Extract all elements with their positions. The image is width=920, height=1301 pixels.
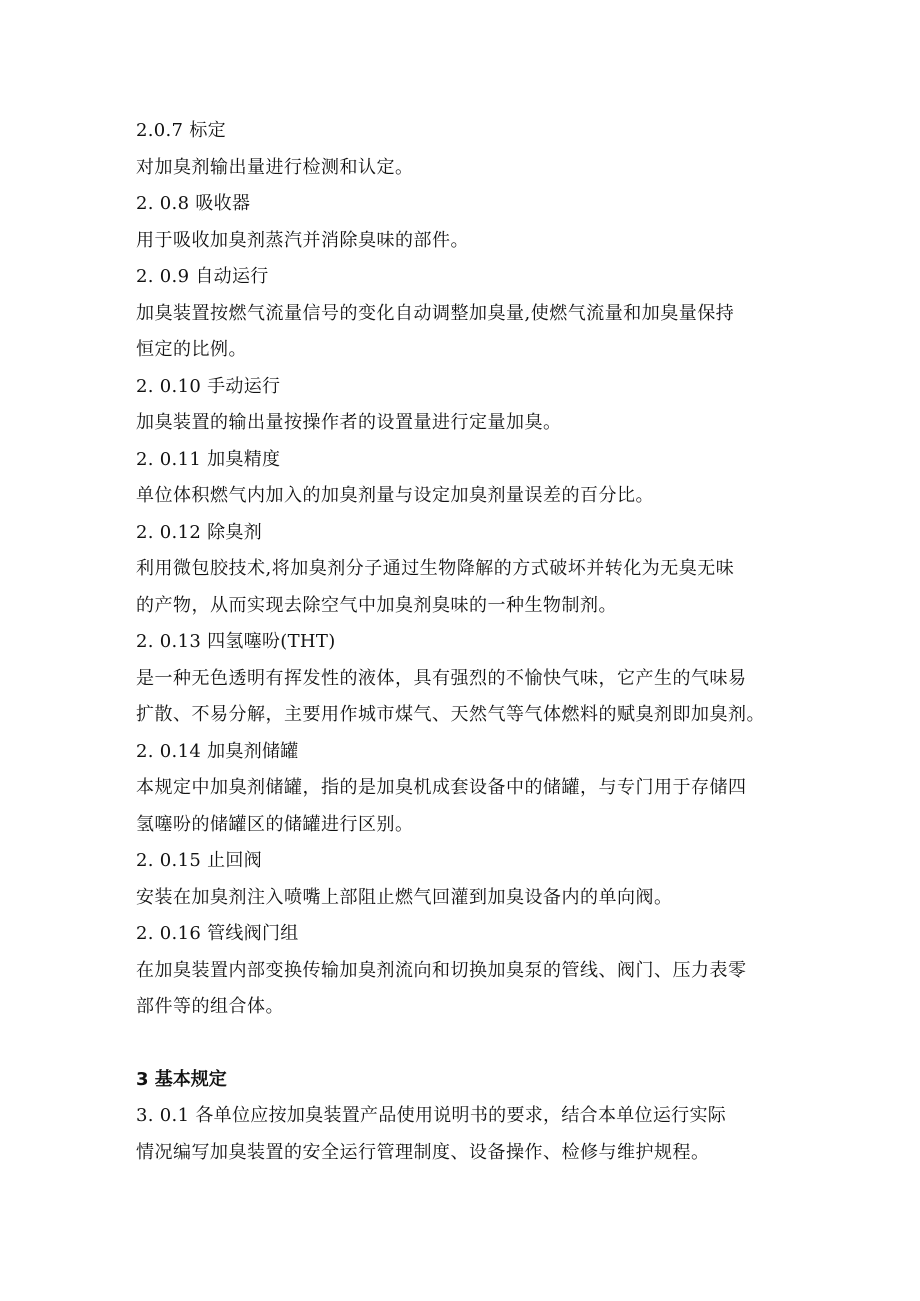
term-definition: 对加臭剂输出量进行检测和认定。 bbox=[136, 156, 414, 178]
term-definition: 本规定中加臭剂储罐，指的是加臭机成套设备中的储罐，与专门用于存储四 bbox=[136, 777, 747, 798]
term-title: 2. 0.10 手动运行 bbox=[136, 375, 281, 397]
term-title: 2. 0.16 管线阀门组 bbox=[136, 923, 299, 944]
definition-2-0-14 bbox=[136, 734, 796, 844]
definition-2-0-10 bbox=[136, 369, 796, 442]
definition-2-0-9 bbox=[136, 259, 796, 369]
section-gap bbox=[136, 1026, 796, 1062]
term-title: 2. 0.14 加臭剂储罐 bbox=[136, 740, 299, 762]
term-definition: 恒定的比例。 bbox=[136, 339, 247, 360]
term-definition: 用于吸收加臭剂蒸汽并消除臭味的部件。 bbox=[136, 229, 469, 251]
term-definition: 安装在加臭剂注入喷嘴上部阻止燃气回灌到加臭设备内的单向阀。 bbox=[136, 886, 673, 908]
term-title: 2. 0.15 止回阀 bbox=[136, 850, 262, 871]
term-title: 2. 0.13 四氢噻吩(THT) bbox=[136, 631, 336, 652]
term-definition: 扩散、不易分解，主要用作城市煤气、天然气等气体燃料的赋臭剂即加臭剂。 bbox=[136, 704, 765, 725]
term-title: 2. 0.11 加臭精度 bbox=[136, 448, 281, 470]
definition-2-0-15 bbox=[136, 843, 796, 916]
term-definition: 氢噻吩的储罐区的储罐进行区别。 bbox=[136, 813, 414, 835]
definition-2-0-8 bbox=[136, 186, 796, 259]
term-definition: 是一种无色透明有挥发性的液体，具有强烈的不愉快气味，它产生的气味易 bbox=[136, 667, 747, 689]
term-definition: 利用微包胶技术,将加臭剂分子通过生物降解的方式破坏并转化为无臭无味 bbox=[136, 558, 735, 579]
term-definition: 部件等的组合体。 bbox=[136, 996, 284, 1017]
term-title: 2. 0.9 自动运行 bbox=[136, 266, 269, 287]
definition-2-0-12 bbox=[136, 515, 796, 625]
definition-2-0-11 bbox=[136, 442, 796, 515]
term-definition: 的产物，从而实现去除空气中加臭剂臭味的一种生物制剂。 bbox=[136, 594, 617, 616]
term-title: 2. 0.8 吸收器 bbox=[136, 193, 251, 214]
section-heading: 3 基本规定 bbox=[136, 1068, 227, 1090]
term-definition: 加臭装置的输出量按操作者的设置量进行定量加臭。 bbox=[136, 412, 562, 433]
term-definition: 加臭装置按燃气流量信号的变化自动调整加臭量,使燃气流量和加臭量保持 bbox=[136, 302, 735, 324]
definition-2-0-16 bbox=[136, 916, 796, 1026]
term-title: 2. 0.12 除臭剂 bbox=[136, 521, 262, 543]
definition-2-0-13 bbox=[136, 624, 796, 734]
term-title: 2.0.7 标定 bbox=[136, 120, 226, 141]
definition-2-0-7 bbox=[136, 113, 796, 186]
term-definition: 单位体积燃气内加入的加臭剂量与设定加臭剂量误差的百分比。 bbox=[136, 485, 654, 506]
clause-continuation: 情况编写加臭装置的安全运行管理制度、设备操作、检修与维护规程。 bbox=[136, 1141, 710, 1163]
clause-3-0-1: 3. 0.1 各单位应按加臭装置产品使用说明书的要求，结合本单位运行实际 bbox=[136, 1105, 727, 1126]
section-3 bbox=[136, 1062, 796, 1172]
document-page bbox=[136, 113, 796, 1171]
term-definition: 在加臭装置内部变换传输加臭剂流向和切换加臭泵的管线、阀门、压力表零 bbox=[136, 959, 747, 981]
